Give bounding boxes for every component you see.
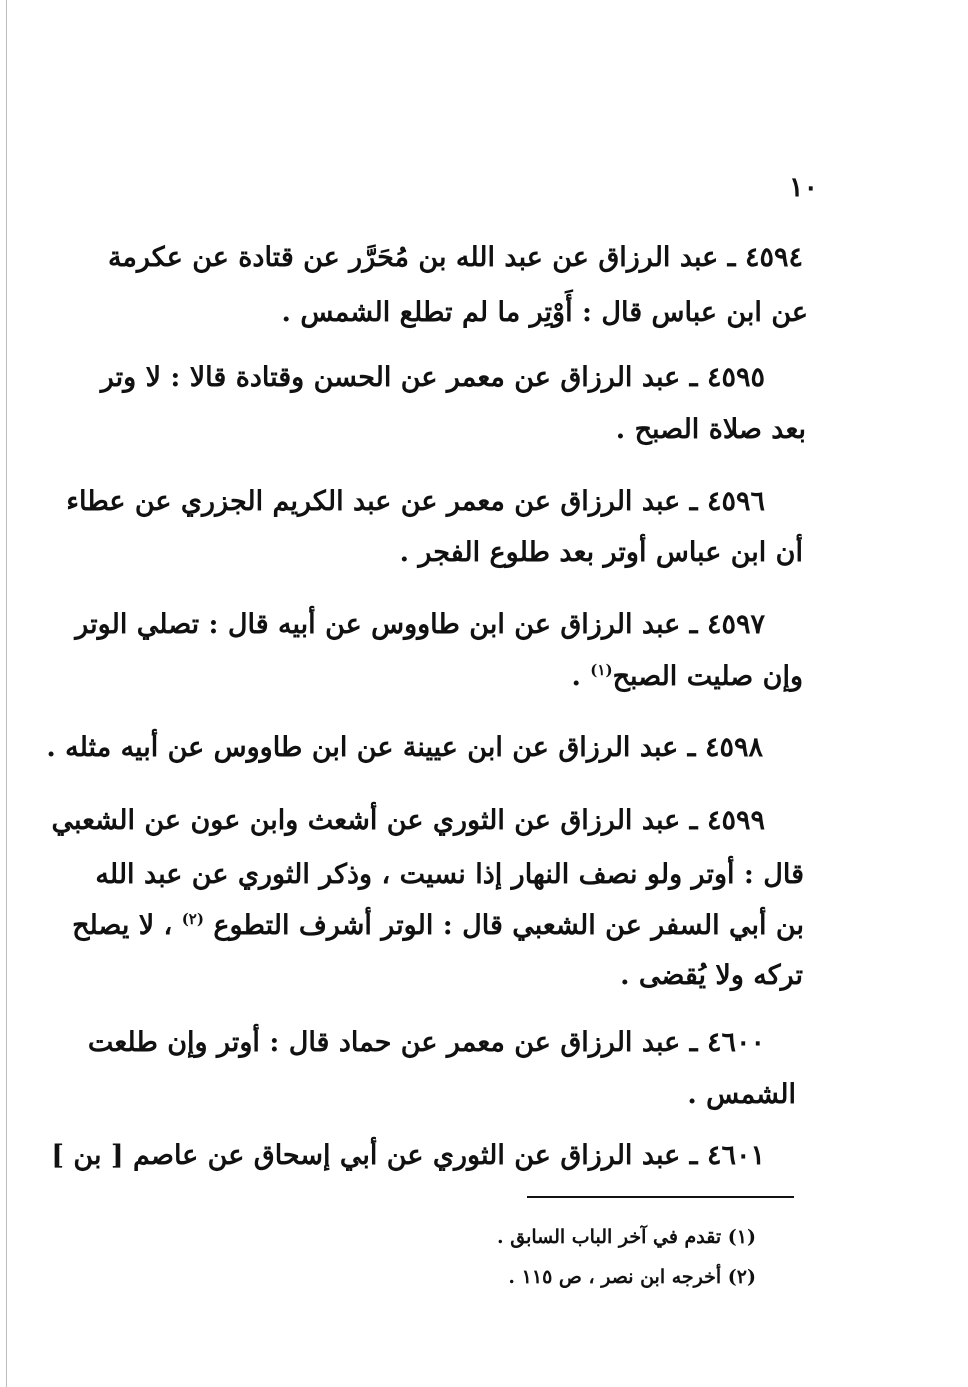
hadith-4595-line-2: بعد صلاة الصبح . <box>615 414 806 445</box>
footnote-ref-1: (١) <box>590 661 613 679</box>
hadith-4599-line-1: ٤٥٩٩ ـ عبد الرزاق عن الثوري عن أشعث وابن عون عن الشعبي <box>51 805 765 836</box>
hadith-4595-line-1: ٤٥٩٥ ـ عبد الرزاق عن معمر عن الحسن وقتادة قالا : لا وتر <box>100 362 765 393</box>
hadith-4597-line-1: ٤٥٩٧ ـ عبد الرزاق عن ابن طاووس عن أبيه قال : تصلي الوتر <box>75 609 765 640</box>
hadith-4601-line-1: ٤٦٠١ ـ عبد الرزاق عن الثوري عن أبي إسحاق عن عاصم [ بن ] <box>51 1140 765 1171</box>
footnote-separator <box>527 1196 794 1198</box>
footnote-2: (٢) أخرجه ابن نصر ، ص ١١٥ . <box>508 1266 756 1288</box>
footnote-1: (١) تقدم في آخر الباب السابق . <box>497 1226 756 1248</box>
hadith-4599-line-3-text: بن أبي السفر عن الشعبي قال : الوتر أشرف التطوع <box>213 910 804 941</box>
hadith-4594-line-1: ٤٥٩٤ ـ عبد الرزاق عن عبد الله بن مُحَرَّر عن قتادة عن عكرمة <box>107 242 803 273</box>
hadith-4597-line-2-end: . <box>571 661 591 692</box>
page-edge-line <box>6 0 7 1387</box>
hadith-4598-line-1: ٤٥٩٨ ـ عبد الرزاق عن ابن عيينة عن ابن طاووس عن أبيه مثله . <box>46 732 763 763</box>
hadith-4600-line-1: ٤٦٠٠ ـ عبد الرزاق عن معمر عن حماد قال : أوتر وإن طلعت <box>87 1027 765 1058</box>
hadith-4596-line-1: ٤٥٩٦ ـ عبد الرزاق عن معمر عن عبد الكريم الجزري عن عطاء <box>66 486 765 517</box>
hadith-4599-line-3 <box>72 906 804 946</box>
hadith-4600-line-2: الشمس . <box>687 1079 796 1110</box>
hadith-4597-line-2-text: وإن صليت الصبح <box>612 661 803 692</box>
hadith-4599-line-2: قال : أوتر ولو نصف النهار إذا نسيت ، وذكر الثوري عن عبد الله <box>95 859 804 890</box>
hadith-4599-line-4: تركه ولا يُقضى . <box>620 960 803 991</box>
hadith-4599-line-3-end: ، لا يصلح <box>72 910 173 941</box>
page-number: ١٠ <box>788 172 818 203</box>
hadith-4596-line-2: أن ابن عباس أوتر بعد طلوع الفجر . <box>399 537 803 568</box>
footnote-ref-2: (٢) <box>181 910 204 928</box>
hadith-4594-line-2: عن ابن عباس قال : أَوْتِر ما لم تطلع الشمس . <box>281 297 808 328</box>
hadith-4597-line-2 <box>571 657 803 697</box>
